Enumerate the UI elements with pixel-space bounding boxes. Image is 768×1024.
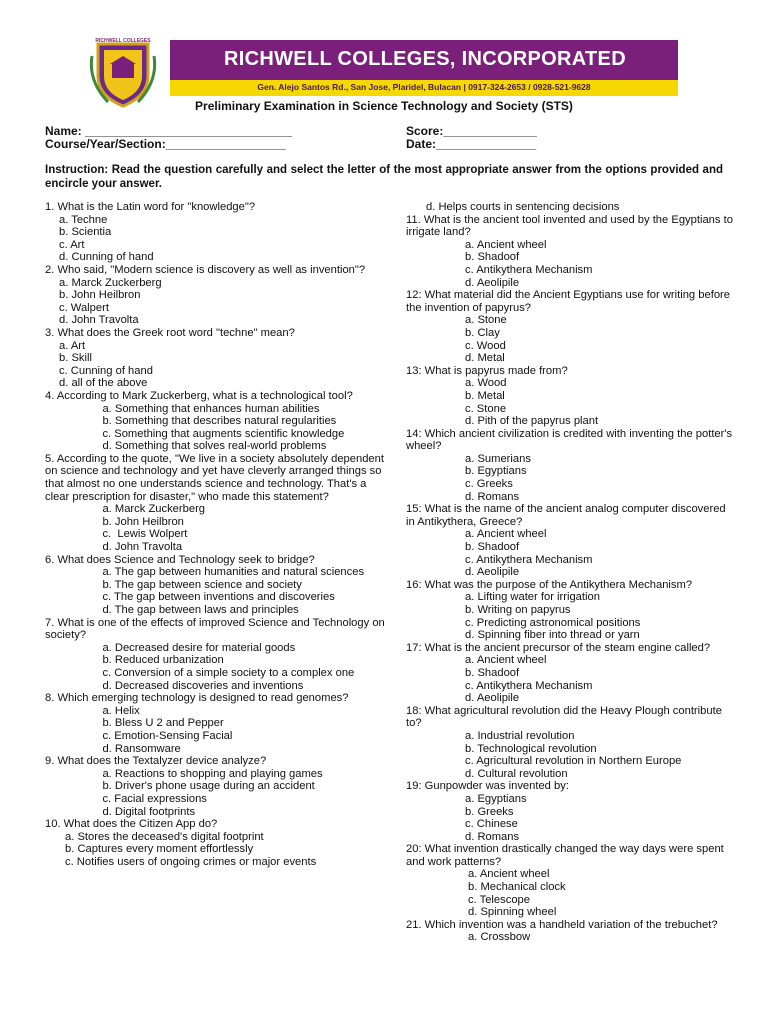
answer-option[interactable]: b. Shadoof bbox=[465, 541, 520, 554]
question-item bbox=[45, 390, 385, 453]
score-field[interactable]: Score:______________ bbox=[406, 124, 537, 138]
answer-option[interactable]: a. Stores the deceased's digital footprint bbox=[65, 830, 264, 843]
answer-option[interactable]: c. Walpert bbox=[59, 301, 109, 314]
question-text: 4. According to Mark Zuckerberg, what is a technological tool? bbox=[45, 389, 353, 402]
answer-option[interactable]: a. Art bbox=[59, 339, 86, 352]
answer-option[interactable]: b. Scientia bbox=[59, 226, 112, 239]
question-item bbox=[45, 616, 388, 693]
answer-option[interactable]: a. Sumerians bbox=[465, 452, 531, 465]
school-name: RICHWELL COLLEGES, INCORPORATED bbox=[224, 48, 626, 70]
answer-option[interactable]: d. all of the above bbox=[59, 377, 148, 390]
answer-option[interactable]: c. Predicting astronomical positions bbox=[465, 616, 641, 629]
question-item bbox=[406, 780, 736, 843]
school-address: Gen. Alejo Santos Rd., San Jose, Plaridel, Bulacan | 0917-324-2653 / 0928-521-9628 bbox=[257, 82, 591, 92]
question-item bbox=[45, 755, 385, 818]
answer-option[interactable]: c. Something that augments scientific knowledge bbox=[90, 427, 345, 440]
question-text: 18: What agricultural revolution did the Heavy Plough contribute to? bbox=[406, 704, 726, 730]
answer-option[interactable]: b. Greeks bbox=[465, 805, 514, 818]
question-item bbox=[406, 843, 736, 919]
answer-option[interactable]: c. Antikythera Mechanism bbox=[465, 263, 593, 276]
question-item bbox=[406, 919, 736, 944]
answer-option[interactable]: d. Helps courts in sentencing decisions bbox=[426, 201, 620, 213]
answer-option[interactable]: a. Decreased desire for material goods bbox=[90, 641, 296, 654]
instruction: Instruction: Read the question carefully and select the letter of the most appropriate answer from the options provided and encircle your answer. bbox=[45, 164, 723, 190]
answer-option[interactable]: d. Aeolipile bbox=[465, 566, 520, 579]
answer-option[interactable]: a. Ancient wheel bbox=[465, 654, 547, 667]
answer-option[interactable]: a. Something that enhances human abilities bbox=[90, 402, 320, 415]
question-item bbox=[45, 264, 385, 327]
answer-option[interactable]: d. The gap between laws and principles bbox=[90, 604, 299, 616]
answer-option[interactable]: c. Stone bbox=[465, 402, 507, 415]
question-text: 6. What does Science and Technology seek to bridge? bbox=[45, 553, 315, 566]
question-text: 12: What material did the Ancient Egyptians use for writing before the invention of papyrus? bbox=[406, 289, 734, 314]
answer-option[interactable]: d. Pith of the papyrus plant bbox=[465, 415, 599, 428]
answer-option[interactable]: d. Cultural revolution bbox=[465, 767, 568, 780]
answer-option[interactable]: b. Bless U 2 and Pepper bbox=[90, 717, 224, 730]
answer-option[interactable]: c. Telescope bbox=[468, 893, 530, 906]
answer-option[interactable]: a. The gap between humanities and natural sciences bbox=[90, 566, 365, 579]
answer-option[interactable]: a. Ancient wheel bbox=[465, 238, 547, 251]
question-text: 20: What invention drastically changed the way days were spent and work patterns? bbox=[406, 843, 727, 868]
answer-option[interactable]: b. Shadoof bbox=[465, 666, 520, 679]
question-text: 7. What is one of the effects of improved Science and Technology on society? bbox=[45, 616, 388, 642]
question-item bbox=[406, 365, 736, 428]
question-item bbox=[45, 818, 385, 868]
answer-option[interactable]: c. Agricultural revolution in Northern Europe bbox=[465, 755, 682, 768]
question-item bbox=[406, 214, 736, 290]
question-text: 15: What is the name of the ancient analog computer discovered in Antikythera, Greece? bbox=[406, 503, 729, 528]
question-text: 5. According to the quote, "We live in a society absolutely dependent on science and technology and yet have cleverly arranged things so that almost no one understands science and technology. That's a clear prescription for disaster," who made this statement? bbox=[45, 452, 388, 503]
question-text: 16: What was the purpose of the Antikythera Mechanism? bbox=[406, 578, 693, 591]
questions-right-column bbox=[406, 201, 736, 944]
answer-option[interactable]: a. Egyptians bbox=[465, 792, 527, 805]
answer-option[interactable]: d. Something that solves real-world problems bbox=[90, 440, 327, 453]
question-item bbox=[406, 579, 736, 642]
answer-option[interactable]: b. Reduced urbanization bbox=[90, 654, 224, 667]
question-text: 19: Gunpowder was invented by: bbox=[406, 780, 569, 793]
answer-option[interactable]: c. The gap between inventions and discoveries bbox=[90, 591, 335, 604]
answer-option[interactable]: d. Ransomware bbox=[90, 742, 181, 755]
question-item bbox=[406, 503, 736, 579]
answer-option[interactable]: a. Lifting water for irrigation bbox=[465, 591, 600, 604]
question-text: 13: What is papyrus made from? bbox=[406, 364, 568, 377]
answer-option[interactable]: d. Aeolipile bbox=[465, 692, 520, 705]
question-text: 21. Which invention was a handheld variation of the trebuchet? bbox=[406, 918, 718, 931]
school-logo bbox=[88, 36, 158, 108]
answer-option[interactable]: a. Ancient wheel bbox=[465, 528, 547, 541]
question-item bbox=[45, 201, 385, 264]
question-text: 9. What does the Textalyzer device analyze? bbox=[45, 755, 267, 768]
answer-option[interactable]: b. Captures every moment effortlessly bbox=[65, 843, 254, 856]
answer-option[interactable]: a. Reactions to shopping and playing games bbox=[90, 767, 323, 780]
answer-option[interactable]: d. John Travolta bbox=[90, 541, 183, 554]
question-item bbox=[45, 327, 385, 390]
question-text: 10. What does the Citizen App do? bbox=[45, 818, 218, 831]
answer-option[interactable]: a. Marck Zuckerberg bbox=[90, 503, 206, 516]
question-item bbox=[406, 642, 736, 705]
answer-option[interactable]: c. Lewis Wolpert bbox=[90, 528, 188, 541]
questions-left-column bbox=[45, 201, 388, 868]
question-item bbox=[45, 554, 385, 617]
date-field[interactable]: Date:_______________ bbox=[406, 137, 537, 151]
answer-option[interactable]: c. Antikythera Mechanism bbox=[465, 553, 593, 566]
answer-option[interactable]: a. Techne bbox=[59, 213, 108, 226]
exam-title: Preliminary Examination in Science Technology and Society (STS) bbox=[195, 99, 573, 113]
answer-option[interactable]: c. Notifies users of ongoing crimes or major events bbox=[65, 855, 317, 868]
answer-option[interactable]: b. Egyptians bbox=[465, 465, 527, 478]
answer-option[interactable]: d. Aeolipile bbox=[465, 276, 520, 289]
answer-option[interactable]: c. Facial expressions bbox=[90, 792, 207, 805]
question-text: 11. What is the ancient tool invented and used by the Egyptians to irrigate land? bbox=[406, 213, 737, 239]
question-text: 1. What is the Latin word for "knowledge"? bbox=[45, 201, 256, 213]
answer-option[interactable]: b. Metal bbox=[465, 389, 505, 402]
answer-option[interactable]: c. Wood bbox=[465, 339, 506, 352]
answer-option[interactable]: c. Greeks bbox=[465, 478, 513, 491]
answer-option[interactable]: a. Wood bbox=[465, 377, 507, 390]
answer-option[interactable]: b. Mechanical clock bbox=[468, 881, 566, 894]
question-item bbox=[406, 201, 736, 214]
answer-option[interactable]: b. Technological revolution bbox=[465, 742, 597, 755]
answer-option[interactable]: d. Romans bbox=[465, 490, 520, 503]
question-item bbox=[45, 692, 385, 755]
question-text: 14: Which ancient civilization is credited with inventing the potter's wheel? bbox=[406, 427, 736, 453]
question-text: 3. What does the Greek root word "techne" mean? bbox=[45, 326, 295, 339]
answer-option[interactable]: b. Shadoof bbox=[465, 251, 520, 264]
question-item bbox=[45, 452, 388, 554]
answer-option[interactable]: c. Emotion-Sensing Facial bbox=[90, 729, 233, 742]
answer-option[interactable]: b. Clay bbox=[465, 326, 500, 339]
answer-option[interactable]: a. Stone bbox=[465, 314, 507, 327]
answer-option[interactable]: a. Crossbow bbox=[468, 931, 531, 944]
answer-option[interactable]: d. Romans bbox=[465, 830, 520, 843]
answer-option[interactable]: a. Ancient wheel bbox=[468, 868, 550, 881]
answer-option[interactable]: b. The gap between science and society bbox=[90, 578, 302, 591]
answer-option[interactable]: c. Art bbox=[59, 238, 85, 251]
answer-option[interactable]: b. John Heilbron bbox=[90, 515, 184, 528]
answer-option[interactable]: d. Decreased discoveries and inventions bbox=[90, 679, 304, 692]
logo-text: RICHWELL COLLEGES bbox=[95, 38, 151, 44]
answer-option[interactable]: c. Chinese bbox=[465, 818, 518, 831]
answer-option[interactable]: c. Cunning of hand bbox=[59, 364, 153, 377]
answer-option[interactable]: b. Writing on papyrus bbox=[465, 604, 571, 616]
answer-option[interactable]: a. Marck Zuckerberg bbox=[59, 276, 162, 289]
question-text: 2. Who said, "Modern science is discovery as well as invention"? bbox=[45, 263, 366, 276]
answer-option[interactable]: b. Skill bbox=[59, 352, 92, 365]
answer-option[interactable]: d. Spinning wheel bbox=[468, 906, 557, 919]
answer-option[interactable]: a. Helix bbox=[90, 704, 140, 717]
answer-option[interactable]: d. Cunning of hand bbox=[59, 251, 154, 264]
answer-option[interactable]: c. Conversion of a simple society to a complex one bbox=[90, 666, 355, 679]
answer-option[interactable]: d. Metal bbox=[465, 352, 505, 365]
answer-option[interactable]: b. Something that describes natural regularities bbox=[90, 415, 337, 428]
course-field[interactable]: Course/Year/Section:__________________ bbox=[45, 137, 286, 151]
answer-option[interactable]: d. Digital footprints bbox=[90, 805, 196, 818]
answer-option[interactable]: b. John Heilbron bbox=[59, 289, 141, 302]
question-item bbox=[406, 428, 736, 504]
answer-option[interactable]: b. Driver's phone usage during an accident bbox=[90, 780, 315, 793]
name-field[interactable]: Name: _______________________________ bbox=[45, 124, 292, 138]
answer-option[interactable]: d. John Travolta bbox=[59, 314, 139, 327]
question-item bbox=[406, 705, 736, 781]
question-item bbox=[406, 289, 736, 365]
answer-option[interactable]: c. Antikythera Mechanism bbox=[465, 679, 593, 692]
question-text: 17: What is the ancient precursor of the steam engine called? bbox=[406, 641, 711, 654]
answer-option[interactable]: d. Spinning fiber into thread or yarn bbox=[465, 629, 640, 642]
answer-option[interactable]: a. Industrial revolution bbox=[465, 729, 575, 742]
question-text: 8. Which emerging technology is designed to read genomes? bbox=[45, 692, 349, 705]
